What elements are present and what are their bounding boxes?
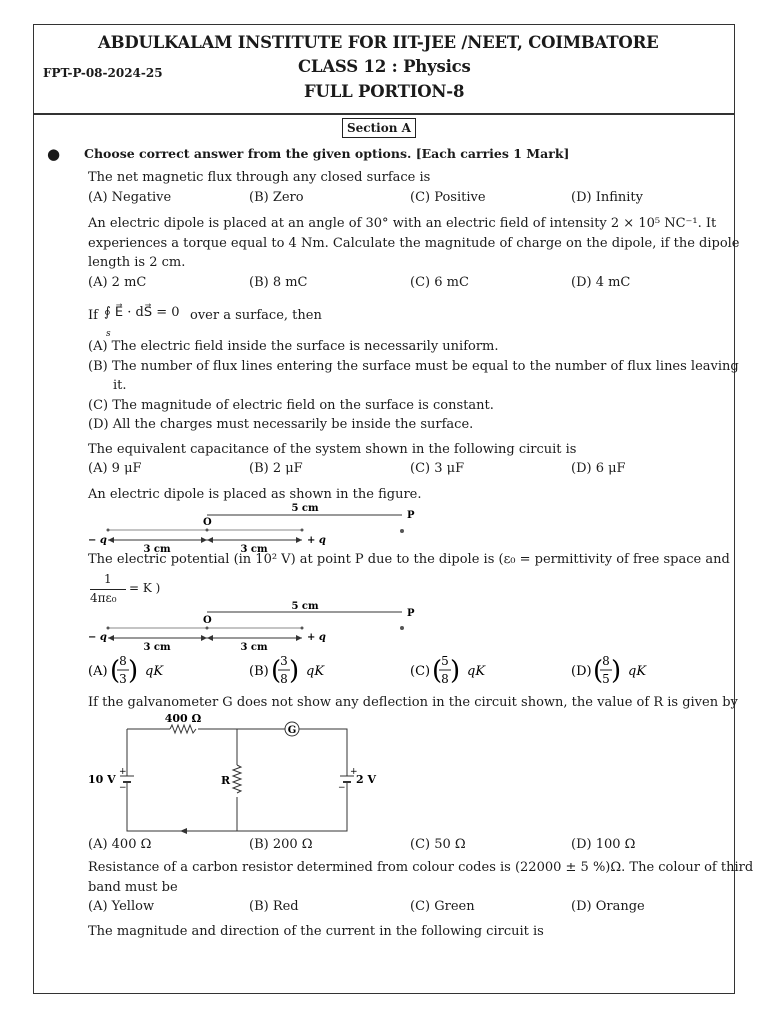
instruction: Choose correct answer from the given options. [Each carries 1 Mark] [84,146,570,161]
q3-integral: ∮ E⃗ · dS⃗ = 0 [104,305,180,320]
q4-option-c: (C) 3 μF [410,461,465,476]
q8-text: The magnitude and direction of the current in the following circuit is [88,924,544,939]
q1-option-b: (B) Zero [249,190,304,205]
fig1-gap-right: 3 cm [240,544,268,555]
q5-option-a-label: (A) [88,664,108,679]
circuit-battery-right: 2 V [356,773,377,786]
q2-line3: length is 2 cm. [88,255,186,270]
q5-k-eq: = K ) [129,581,161,595]
fig1-neg-charge: − q [88,535,107,546]
q5-option-b-label: (B) [249,664,269,679]
q3-option-b: (B) The number of flux lines entering the surface must be equal to the number of flux lines leaving [88,359,739,374]
fig2-gap-left: 3 cm [143,642,171,653]
q5-text: An electric dipole is placed as shown in the figure. [88,487,422,502]
q3-if: If [88,308,98,323]
q5-option-a-tail: qK [145,664,164,679]
q4-option-a: (A) 9 μF [88,461,142,476]
q6-option-b: (B) 200 Ω [249,837,313,852]
q5-option-b-tail: qK [306,664,325,679]
q5-option-c-tail: qK [467,664,486,679]
q7-option-b: (B) Red [249,899,299,914]
q7-line1: Resistance of a carbon resistor determined from colour codes is (22000 ± 5 %)Ω. The colour of third [88,860,754,875]
q5-option-b-den: 8 [280,672,288,686]
q3-option-b-cont: it. [113,378,127,393]
circuit-galvanometer: G [287,725,297,736]
circuit-right-minus: − [338,783,346,793]
q3-option-c: (C) The magnitude of electric field on the surface is constant. [88,398,494,413]
q7-option-a: (A) Yellow [88,899,155,914]
svg-text:(: ( [432,656,443,686]
q3-integral-sub: s [106,329,111,339]
q1-option-a: (A) Negative [88,190,172,205]
svg-text:): ) [611,656,622,686]
svg-text:): ) [450,656,461,686]
svg-text:(: ( [593,656,604,686]
q5-line2: The electric potential (in 10² V) at point P due to the dipole is (ε₀ = permittivity of free space and [88,552,730,567]
q2-option-c: (C) 6 mC [410,275,469,290]
portion-title: FULL PORTION-8 [304,82,465,101]
q2-option-b: (B) 8 mC [249,275,308,290]
svg-text:): ) [128,656,139,686]
fig1-gap-left: 3 cm [143,544,171,555]
q5-option-c-den: 8 [441,672,449,686]
q2-option-d: (D) 4 mC [571,275,631,290]
q6-option-a: (A) 400 Ω [88,837,152,852]
q5-option-c-num: 5 [441,654,449,668]
q4-text: The equivalent capacitance of the system shown in the following circuit is [88,442,577,457]
q5-option-b-num: 3 [280,654,288,668]
q5-option-d-den: 5 [602,672,610,686]
fig1-pos-charge: + q [307,535,326,546]
current-arrow [180,828,187,834]
q5-option-c-label: (C) [410,664,431,679]
bullet: ● [47,145,61,163]
fig1-label-o: O [203,517,212,528]
fig2-label-p: P [407,608,415,619]
circuit-resistor-top: 400 Ω [164,712,202,725]
q6-option-d: (D) 100 Ω [571,837,636,852]
circuit-right-plus: + [350,767,358,777]
circuit-left-minus: − [119,783,127,793]
q7-line2: band must be [88,880,178,895]
fig2-neg-charge: − q [88,632,107,643]
q5-option-d-tail: qK [628,664,647,679]
svg-text:): ) [289,656,300,686]
q5-option-d-num: 8 [602,654,610,668]
q3-option-d: (D) All the charges must necessarily be inside the surface. [88,417,474,432]
q1-option-d: (D) Infinity [571,190,643,205]
q2-line2: experiences a torque equal to 4 Nm. Calculate the magnitude of charge on the dipole, if the dipole [88,236,740,251]
fig1-dist-op: 5 cm [291,503,319,514]
paper-code: FPT-P-08-2024-25 [43,66,163,80]
q7-option-d: (D) Orange [571,899,645,914]
q5-k-num: 1 [104,572,112,586]
q3-rest: over a surface, then [190,308,322,323]
q6-option-c: (C) 50 Ω [410,837,466,852]
q4-option-b: (B) 2 μF [249,461,303,476]
q3-option-a: (A) The electric field inside the surface is necessarily uniform. [88,339,499,354]
q2-option-a: (A) 2 mC [88,275,147,290]
svg-text:(: ( [271,656,282,686]
q1-option-c: (C) Positive [410,190,486,205]
circuit-battery-left: 10 V [88,773,116,786]
section-label: Section A [342,118,416,138]
q1-text: The net magnetic flux through any closed surface is [88,170,431,185]
q5-option-a-den: 3 [119,672,127,686]
q5-option-d-label: (D) [571,664,592,679]
q2-line1: An electric dipole is placed at an angle of 30° with an electric field of intensity 2 × 10⁵ NC⁻¹. It [88,216,717,231]
q5-option-a-num: 8 [119,654,127,668]
fig1-label-p: P [407,510,415,521]
q5-k-den: 4πε₀ [90,591,117,605]
q7-option-c: (C) Green [410,899,475,914]
institute-name: ABDULKALAM INSTITUTE FOR IIT-JEE /NEET, COIMBATORE [98,33,659,52]
q4-option-d: (D) 6 μF [571,461,626,476]
fig2-gap-right: 3 cm [240,642,268,653]
fig2-dist-op: 5 cm [291,601,319,612]
fig2-pos-charge: + q [307,632,326,643]
circuit-resistor-mid: R [221,774,231,787]
fig2-label-o: O [203,615,212,626]
circuit-left-plus: + [119,767,127,777]
class-subject: CLASS 12 : Physics [298,57,471,76]
svg-text:(: ( [110,656,121,686]
q6-text: If the galvanometer G does not show any deflection in the circuit shown, the value of R is given by [88,695,738,710]
